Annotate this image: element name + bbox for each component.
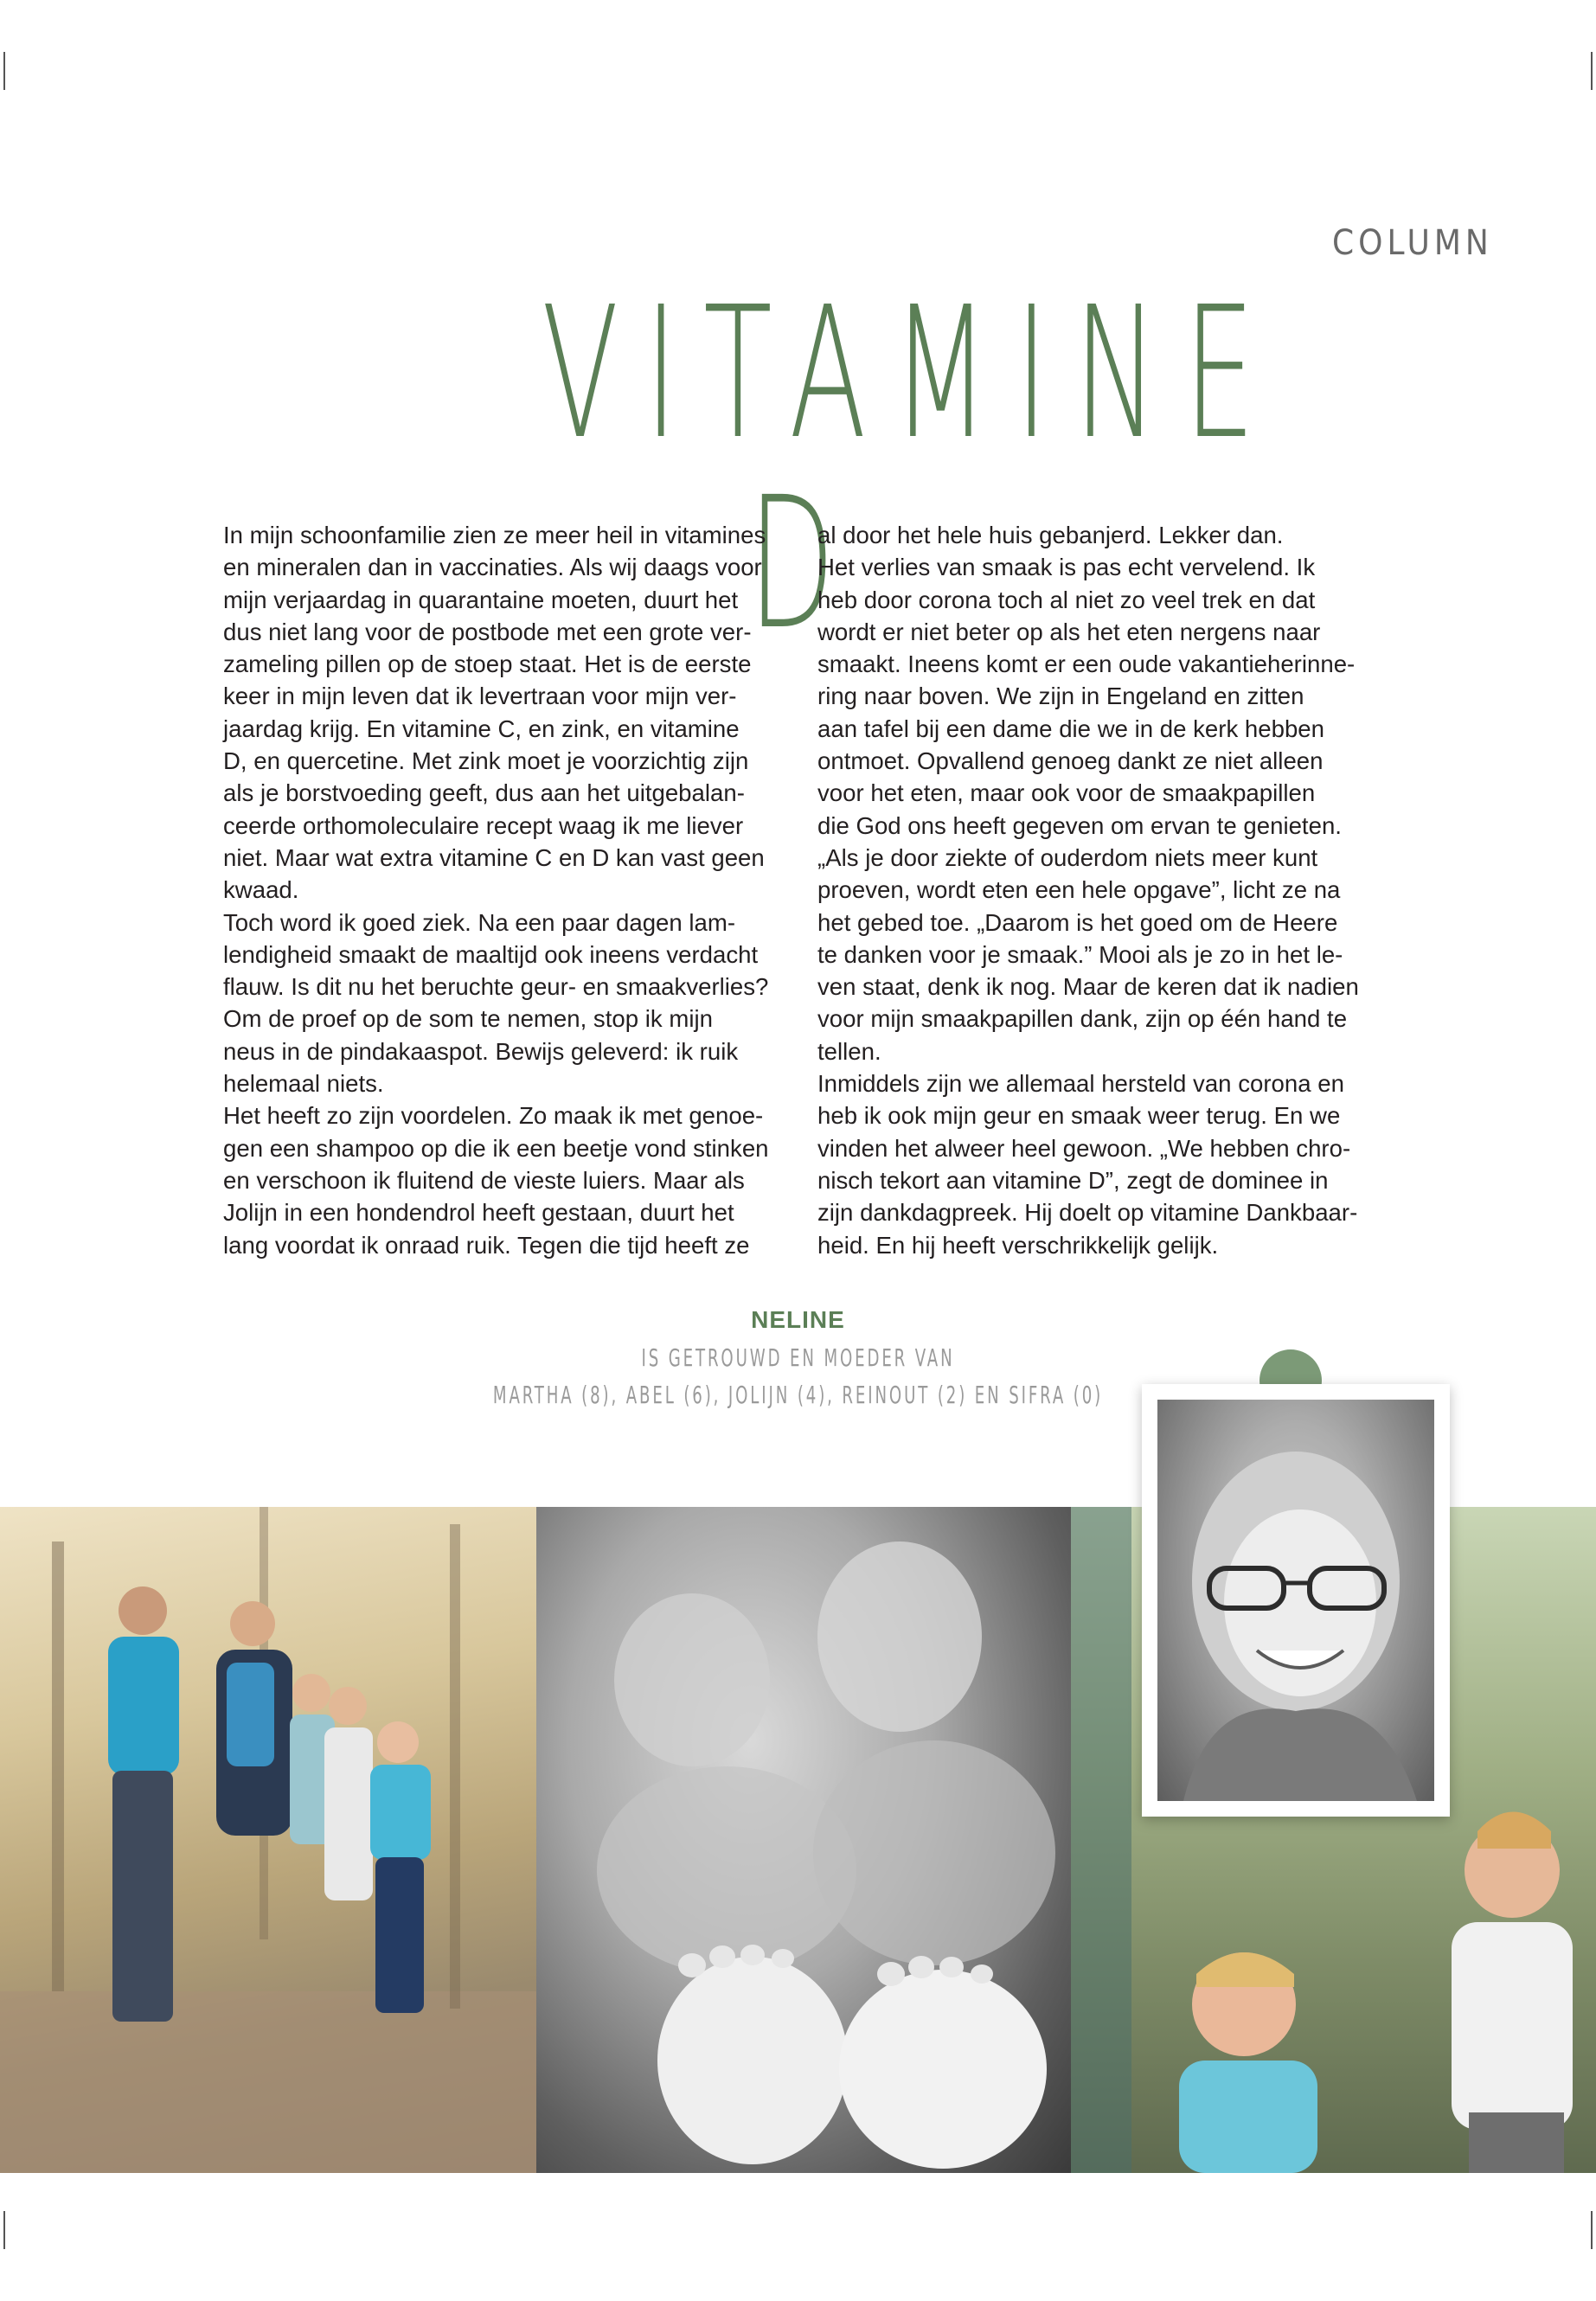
text-line: aan tafel bij een dame die we in de kerk hebben [817, 715, 1325, 742]
crop-mark-bottom-right [1591, 2211, 1593, 2249]
text-line: en verschoon ik fluitend de vieste luiers. Maar als [223, 1166, 745, 1194]
text-line: voor mijn smaakpapillen dank, zijn op één hand te [817, 1005, 1348, 1033]
author-name: NELINE [751, 1306, 845, 1333]
text-line: niet. Maar wat extra vitamine C en D kan vast geen [223, 843, 765, 871]
text-line: flauw. Is dit nu het beruchte geur- en smaakverlies? [223, 973, 769, 1001]
text-line: ven staat, denk ik nog. Maar de keren dat ik nadien [817, 973, 1359, 1001]
text-line: gen een shampoo op die ik een beetje vond stinken [223, 1134, 769, 1162]
text-line: „Als je door ziekte of ouderdom niets meer kunt [817, 843, 1318, 871]
author-bio-line1: IS GETROUWD EN MOEDER VAN [641, 1343, 955, 1372]
text-line: te danken voor je smaak.” Mooi als je zo in het le- [817, 940, 1343, 968]
text-line: nisch tekort aan vitamine D”, zegt de dominee in [817, 1166, 1329, 1194]
text-line: helemaal niets. [223, 1070, 384, 1098]
text-line: mijn verjaardag in quarantaine moeten, duurt het [223, 586, 739, 613]
article-column-right [817, 519, 1406, 1261]
text-line: Inmiddels zijn we allemaal hersteld van corona en [817, 1070, 1344, 1098]
text-line: proeven, wordt eten een hele opgave”, licht ze na [817, 876, 1341, 904]
text-line: die God ons heeft gegeven om ervan te genieten. [817, 811, 1342, 839]
text-line: lang voordat ik onraad ruik. Tegen die tijd heeft ze [223, 1231, 750, 1259]
text-line: smaakt. Ineens komt er een oude vakantieherinne- [817, 651, 1356, 678]
article-title: VITAMINE D [542, 267, 1281, 670]
section-label: COLUMN [1332, 223, 1493, 263]
text-line: In mijn schoonfamilie zien ze meer heil in vitamines [223, 522, 766, 548]
crop-mark-top-left [3, 52, 5, 90]
text-line: zameling pillen op de stoep staat. Het is de eerste [223, 651, 752, 678]
text-line: voor het eten, maar ook voor de smaakpapillen [817, 779, 1316, 807]
text-line: heb ik ook mijn geur en smaak weer terug. En we [817, 1102, 1341, 1130]
author-bio-line2: MARTHA (8), ABEL (6), JOLIJN (4), REINOUT (2) EN SIFRA (0) [492, 1381, 1104, 1409]
text-line: dus niet lang voor de postbode met een grote ver- [223, 618, 752, 645]
family-walk-photo [0, 1507, 536, 2173]
text-line: wordt er niet beter op als het eten nergens naar [817, 618, 1321, 645]
crop-mark-bottom-left [3, 2211, 5, 2249]
text-line: Om de proef op de som te nemen, stop ik mijn [223, 1005, 713, 1033]
text-line: heid. En hij heeft verschrikkelijk gelijk. [817, 1231, 1219, 1259]
text-line: kwaad. [223, 876, 299, 904]
text-line: lendigheid smaakt de maaltijd ook ineens verdacht [223, 940, 759, 968]
text-line: neus in de pindakaaspot. Bewijs geleverd: ik ruik [223, 1037, 739, 1065]
text-line: het gebed toe. „Daarom is het goed om de Heere [817, 908, 1338, 936]
text-line: Jolijn in een hondendrol heeft gestaan, duurt het [223, 1199, 734, 1227]
text-line: ontmoet. Opvallend genoeg dankt ze niet alleen [817, 747, 1324, 775]
text-line: keer in mijn leven dat ik levertraan voor mijn ver- [223, 683, 737, 710]
text-line: ring naar boven. We zijn in Engeland en zitten [817, 683, 1304, 710]
text-line: al door het hele huis gebanjerd. Lekker dan. [817, 522, 1284, 548]
text-line: vinden het alweer heel gewoon. „We hebben chro- [817, 1134, 1351, 1162]
text-line: en mineralen dan in vaccinaties. Als wij daags voor [223, 554, 762, 581]
author-portrait-frame [1142, 1384, 1450, 1817]
article-column-left [223, 519, 811, 1261]
text-line: heb door corona toch al niet zo veel trek en dat [817, 586, 1316, 613]
text-line: jaardag krijg. En vitamine C, en zink, en vitamine [223, 715, 740, 742]
text-line: tellen. [817, 1037, 881, 1065]
text-line: zijn dankdagpreek. Hij doelt op vitamine Dankbaar- [817, 1199, 1358, 1227]
text-line: Het heeft zo zijn voordelen. Zo maak ik met genoe- [223, 1102, 764, 1130]
children-feet-photo [536, 1507, 1071, 2173]
text-line: ceerde orthomoleculaire recept waag ik me liever [223, 811, 744, 839]
text-line: Het verlies van smaak is pas echt vervelend. Ik [817, 554, 1316, 581]
text-line: D, en quercetine. Met zink moet je voorzichtig zijn [223, 747, 749, 775]
crop-mark-top-right [1591, 52, 1593, 90]
text-line: Toch word ik goed ziek. Na een paar dagen lam- [223, 908, 736, 936]
author-portrait-photo [1157, 1400, 1434, 1801]
text-line: als je borstvoeding geeft, dus aan het uitgebalan- [223, 779, 745, 807]
